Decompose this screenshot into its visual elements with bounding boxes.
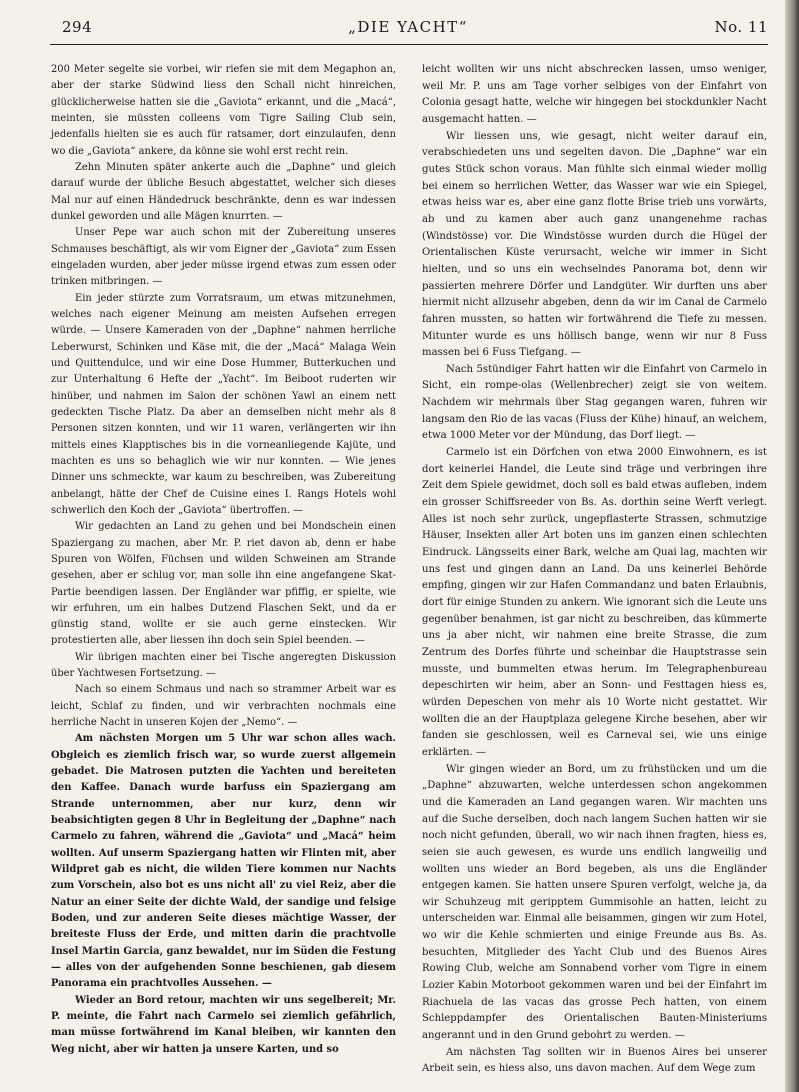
paragraph: Wir gedachten an Land zu gehen und bei Mondschein einen Spaziergang zu machen, aber Mr. P. riet davon ab, denn er habe Spuren von Wölfen, Füchsen und wilden Schweinen am Strande gesehen, aber er schlug vor, man solle ihn eine angefangene Skat-Partie beendigen lassen. Der Engländer war pfiffig, er spielte, wie wir erfuhren, um ein halbes Dutzend Flaschen Sekt, und da er günstig stand, wollte er sie auch gerne einstecken. Wir protestierten alle, aber liessen ihn doch sein Spiel beenden. — <box>51 521 396 647</box>
paragraph: 200 Meter segelte sie vorbei, wir riefen sie mit dem Megaphon an, aber der starke Südwind liess den Schall nicht hinreichen, glücklicherweise hatten sie die „Gaviota“ erkannt, und die „Macá“, meinten, sie müssten colleens vom Tigre Sailing Club sein, jedenfalls hielten sie es auch für ratsamer, dort einzulaufen, denn wo die „Gaviota“ ankere, da könne sie wohl erst recht rein. <box>51 64 396 157</box>
page-header <box>48 18 768 44</box>
paragraph: leicht wollten wir uns nicht abschrecken lassen, umso weniger, weil Mr. P. uns am Tage vorher selbiges von der Einfahrt von Colonia gesagt hatte, welche wir hingegen bei stockdunkler Nacht ausgemacht hatten. — <box>422 64 767 125</box>
paragraph: Unser Pepe war auch schon mit der Zubereitung unseres Schmauses beschäftigt, als wir vom Eigner der „Gaviota“ zum Essen eingeladen wurden, aber jeder müsse irgend etwas zum essen oder trinken mitbringen. — <box>51 227 396 288</box>
paragraph: Wir übrigen machten einer bei Tische angeregten Diskussion über Yachtwesen Fortsetzung. — <box>51 651 396 680</box>
header-rule <box>50 44 768 45</box>
left-column <box>51 62 396 1058</box>
paragraph: Wir gingen wieder an Bord, um zu frühstücken und um die „Daphne“ abzuwarten, welche unterdessen schon angekommen und die Kameraden an Land gegangen waren. Wir machten uns auf die Suche derselben, doch nach langem Suchen hatten wir sie noch nicht gefunden, überall, wo wir nach ihnen fragten, hiess es, seien sie auch gewesen, es wurde uns endlich langweilig und wollten uns wieder an Bord begeben, als uns die Engländer entgegen kamen. Sie hatten unsere Spuren verfolgt, welche ja, da wir Schuhzeug mit geripptem Gummisohle an hatten, leicht zu unterscheiden war. Einmal alle beisammen, gingen wir zum Hotel, wo wir die Kehle schmierten und einige Freunde aus Bs. As. besuchten, Mitglieder des Yacht Club und des Buenos Aires Rowing Club, welche am Sonnabend vorher vom Tigre in einem Lozier Kabin Motorboot gekommen waren und bei der Einfahrt im Riachuela de las vacas das grosse Pech hatten, von einem Schleppdampfer des Orientalischen Bauten-Ministeriums angerannt und in den Grund gebohrt zu werden. — <box>422 763 767 1042</box>
paragraph: Wir liessen uns, wie gesagt, nicht weiter darauf ein, verabschiedeten uns und segelten davon. Die „Daphne“ war ein gutes Stück schon voraus. Man fühlte sich einmal wieder mollig bei einem so herrlichen Wetter, das Wasser war wie ein Spiegel, etwas heiss war es, aber eine ganz flotte Brise trieb uns vorwärts, ab und zu kamen aber auch ganz unangenehme rachas (Windstösse) vor. Die Windstösse wurden durch die Hügel der Orientalischen Küste verursacht, welche wir immer in Sicht hielten, und so uns ein wechselndes Panorama bot, denn wir passierten mehrere Dörfer und Landgüter. Wir durften uns aber hiermit nicht allzusehr abgeben, denn da wir im Canal de Carmelo fahren mussten, so hatten wir fortwährend die Tiefe zu messen. Mitunter wurde es uns höllisch bange, wenn wir nur 8 Fuss massen bei 6 Fuss Tiefgang. — <box>422 130 767 359</box>
paragraph: Ein jeder stürzte zum Vorratsraum, um etwas mitzunehmen, welches nach eigener Meinung am meisten Aufsehen erregen würde. — Unsere Kameraden von der „Daphne“ nahmen herrliche Leberwurst, Schinken und Käse mit, die der „Macá“ Malaga Wein und Quittendulce, und wir eine Dose Hummer, Butterkuchen und zur Unterhaltung 6 Hefte der „Yacht“. Im Beiboot ruderten wir hinüber, und nahmen im Salon der schönen Yawl an einem nett gedeckten Tische Platz. Da aber an demselben nicht mehr als 8 Personen sitzen konnten, und wir 11 waren, verlängerten wir ihn mittels eines Klapptisches bis in die vorneanliegende Kajüte, und machten es uns so behaglich wie wir nur konnten. — Wie jenes Dinner uns schmeckte, war kaum zu beschreiben, was Zubereitung anbelangt, hätte der Chef de Cuisine eines I. Rangs Hotels wohl schwerlich den Koch der „Gaviota“ übertroffen. — <box>51 292 396 516</box>
paragraph: Am nächsten Tag sollten wir in Buenos Aires bei unserer Arbeit sein, es hiess also, uns davon machen. Auf dem Wege zum <box>422 1046 767 1075</box>
page-edge-shadow <box>785 0 799 1092</box>
paragraph: Nach 5stündiger Fahrt hatten wir die Einfahrt von Carmelo in Sicht, ein rompe-olas (Wellenbrecher) zeigt sie von weitem. Nachdem wir mehrmals über Stag gegangen waren, fuhren wir langsam den Rio de las vacas (Fluss der Kühe) hinauf, an welchem, etwa 1000 Meter vor der Mündung, das Dorf liegt. — <box>422 363 767 442</box>
paragraph: Am nächsten Morgen um 5 Uhr war schon alles wach. Obgleich es ziemlich frisch war, so wurde zuerst allgemein gebadet. Die Matrosen putzten die Yachten und bereiteten den Kaffee. Danach wurde barfuss ein Spaziergang am Strande unternommen, aber nur kurz, denn wir beabsichtigten gegen 8 Uhr in Begleitung der „Daphne“ nach Carmelo zu fahren, während die „Gaviota“ und „Macá“ heim wollten. Auf unserm Spaziergang hatten wir Flinten mit, aber Wildpret gab es nicht, die wilden Tiere kommen nur Nachts zum Vorschein, also bot es uns nicht all' zu viel Reiz, aber die Natur an einer Seite der dichte Wald, der sandige und felsige Boden, und zur anderen Seite dieses mächtige Wasser, der breiteste Fluss der Erde, und mitten darin die prachtvolle Insel Martin Garcia, ganz bewaldet, nur im Süden die Festung — alles von der aufgehenden Sonne beschienen, gab diesem Panorama ein prachtvolles Aussehen. — <box>51 733 396 990</box>
page-number: 294 <box>62 18 93 36</box>
paragraph: Zehn Minuten später ankerte auch die „Daphne“ und gleich darauf wurde der übliche Besuch abgestattet, welcher sich dieses Mal nur auf einen Händedruck beschränkte, denn es war indessen dunkel geworden und alle Mägen knurrten. — <box>51 161 396 222</box>
paragraph: Nach so einem Schmaus und nach so strammer Arbeit war es leicht, Schlaf zu finden, und wir verbrachten nochmals eine herrliche Nacht in unseren Kojen der „Nemo“. — <box>51 684 396 729</box>
paragraph: Wieder an Bord retour, machten wir uns segelbereit; Mr. P. meinte, die Fahrt nach Carmelo sei ziemlich gefährlich, man müsse fortwährend im Kanal bleiben, wir kannten den Weg nicht, aber wir hatten ja unsere Karten, und so <box>51 994 396 1055</box>
issue-number: No. 11 <box>714 18 768 36</box>
journal-title: „DIE YACHT“ <box>348 18 468 36</box>
right-column <box>422 62 767 1078</box>
paragraph: Carmelo ist ein Dörfchen von etwa 2000 Einwohnern, es ist dort keinerlei Handel, die Leute sind träge und verbringen ihre Zeit dem Spiele gewidmet, doch soll es bald etwas aufleben, indem ein grosser Schiffsreeder von Bs. As. dorthin seine Werft verlegt. Alles ist noch sehr zurück, ungepflasterte Strassen, schmutzige Häuser, Insekten aller Art boten uns im ganzen einen schlechten Eindruck. Längsseits einer Bark, welche am Quai lag, machten wir uns fest und gingen dann an Land. Da uns keinerlei Behörde empfing, gingen wir zur Hafen Commandanz und baten Erlaubnis, dort für einige Stunden zu ankern. Wie ignorant sich die Leute uns gegenüber benahmen, ist gar nicht zu beschreiben, das kümmerte uns ja aber nicht, wir nahmen eine breite Strasse, die zum Zentrum des Dorfes führte und scheinbar die Hauptstrasse sein musste, und bummelten etwas herum. Im Telegraphenbureau depeschirten wir heim, aber an Sonn- und Festtagen hiess es, würden Depeschen von mehr als 10 Worte nicht gestattet. Wir wollten die an der Hauptplaza gelegene Kirche besehen, aber wir fanden sie geschlossen, weil es Carneval sei, wie uns einige erklärten. — <box>422 447 767 758</box>
